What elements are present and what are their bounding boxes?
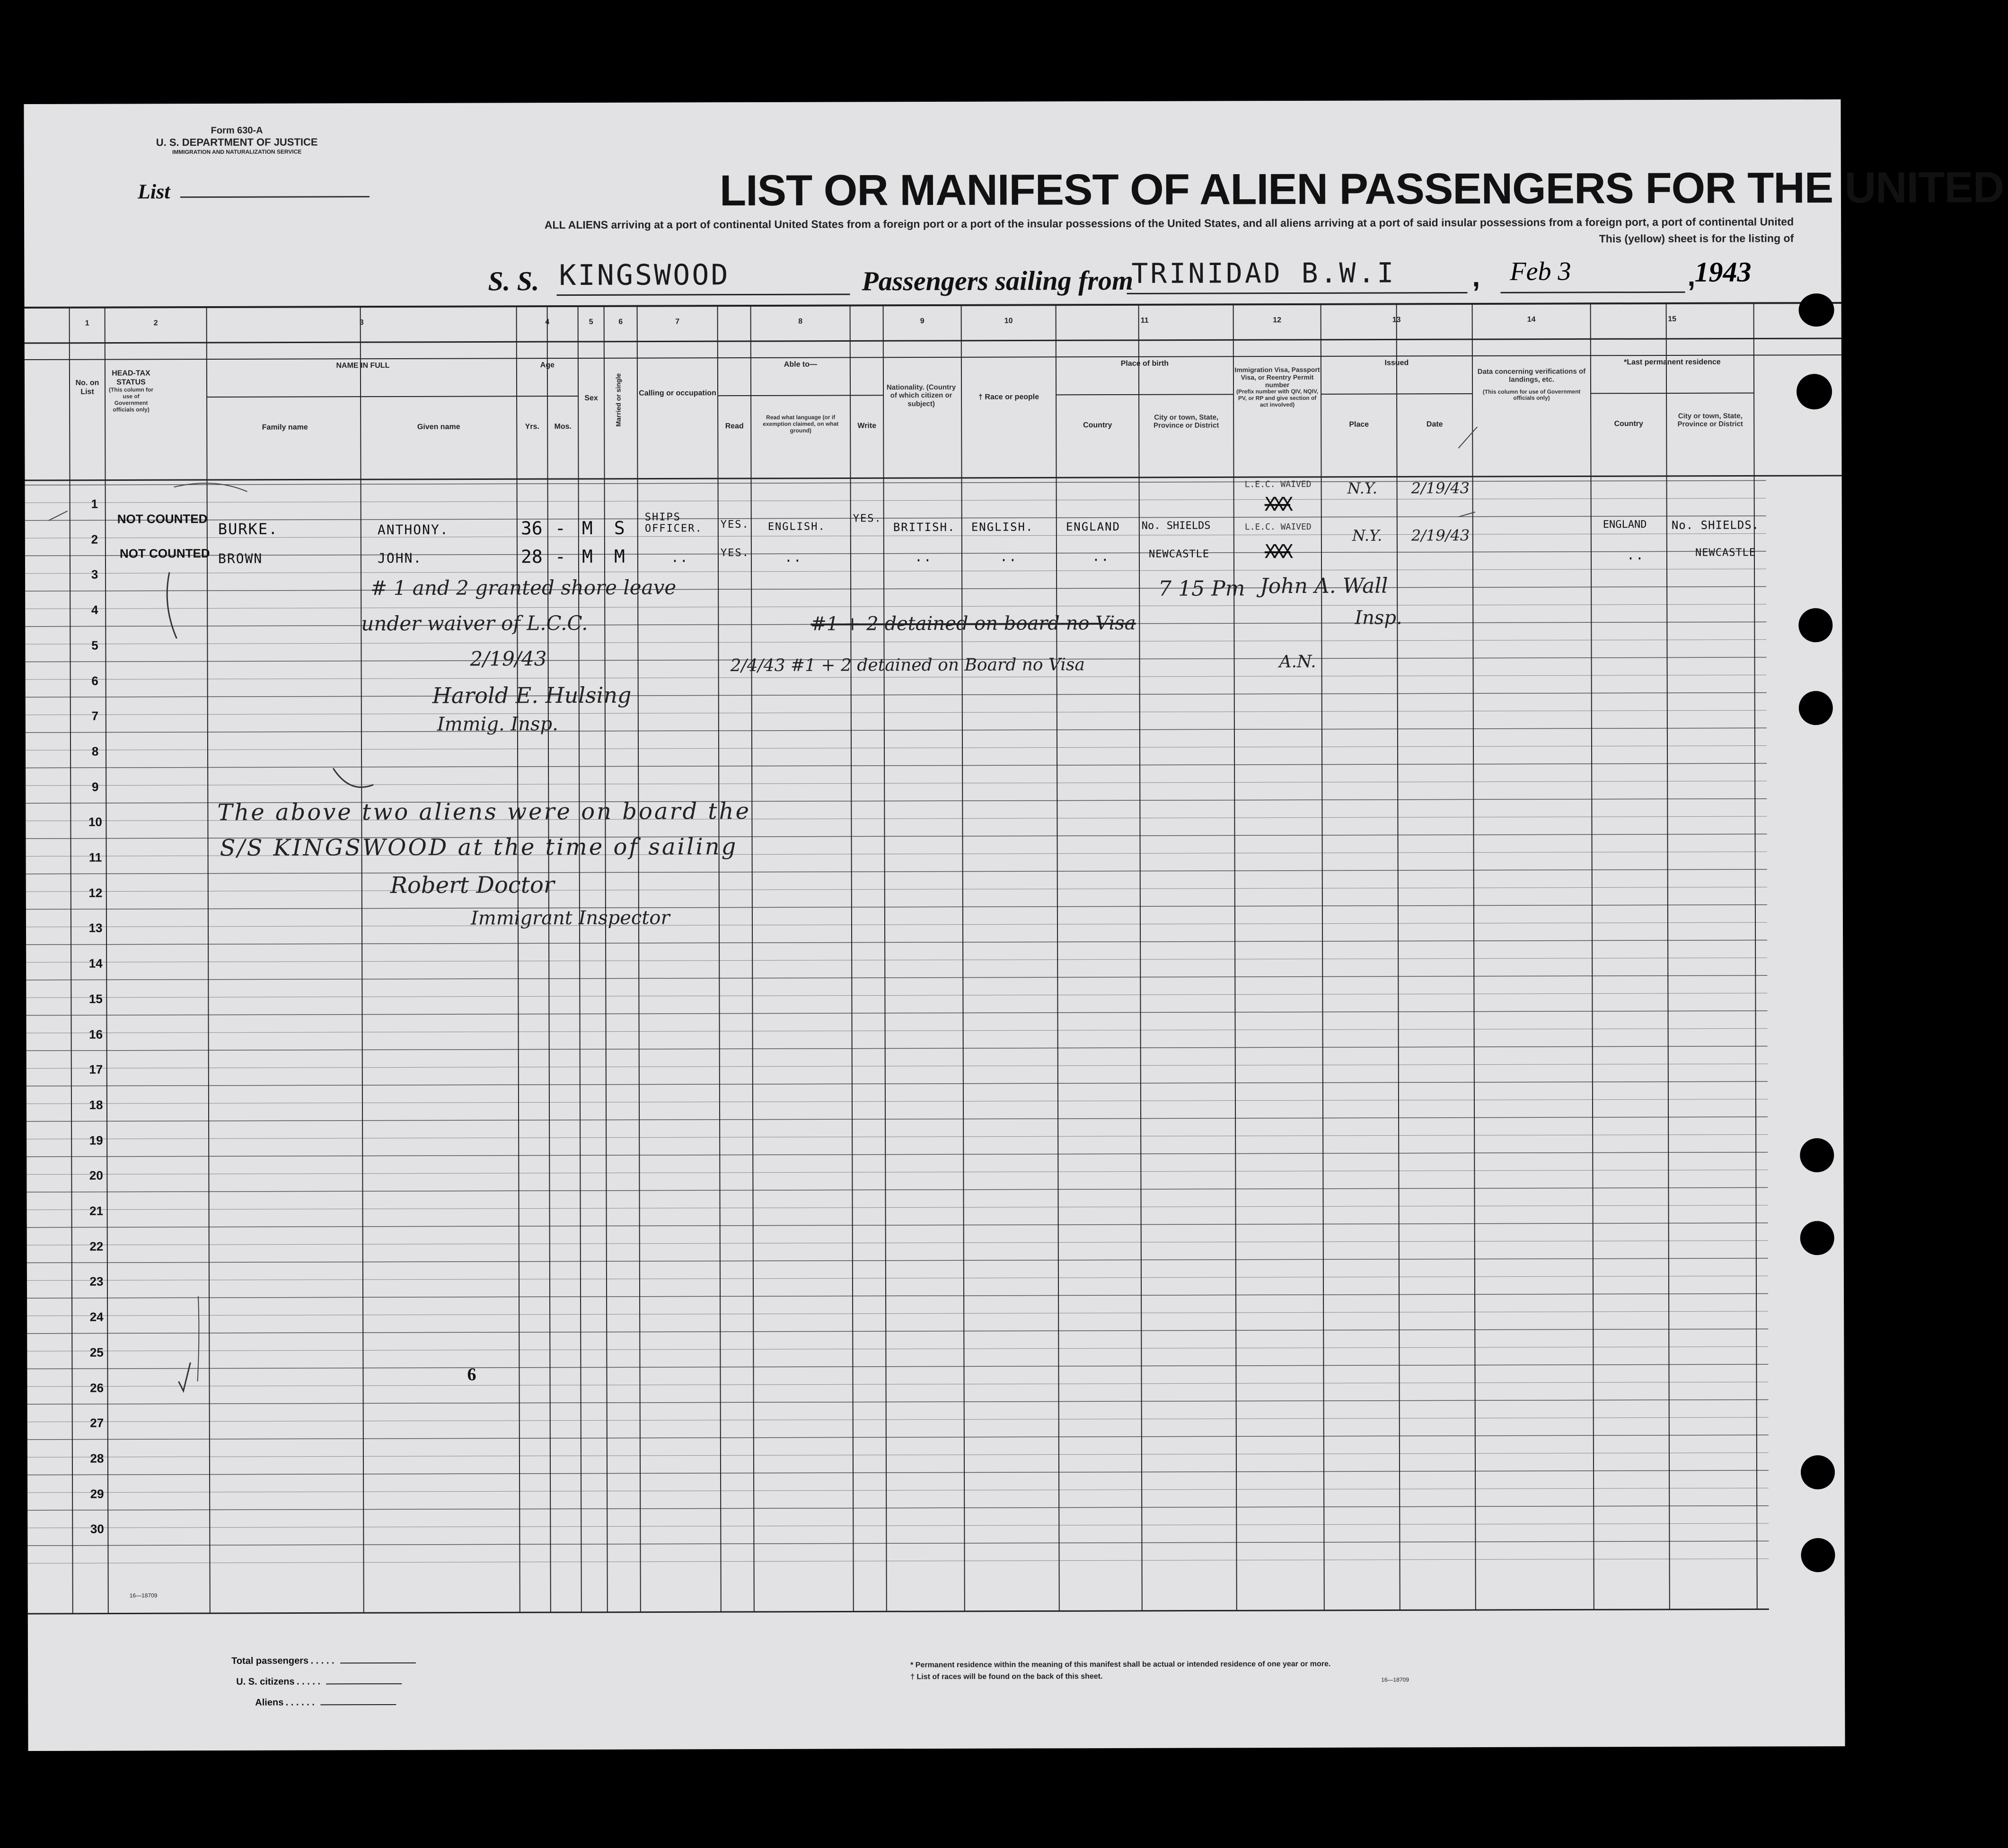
footnote-residence: * Permanent residence within the meaning of this manifest shall be actual or intended residence of one year or more. xyxy=(910,1660,1331,1670)
grid-line xyxy=(25,498,1766,503)
visa-struck-mark: XXX xyxy=(1264,541,1291,563)
aliens-row xyxy=(231,1697,416,1718)
onboard-note-line1: The above two aliens were on board the xyxy=(217,798,751,826)
row-number: 17 xyxy=(89,1062,103,1077)
row-number: 9 xyxy=(91,779,99,794)
grid-line xyxy=(1056,305,1059,1611)
col-married: Married or single xyxy=(614,373,622,427)
row-number: 7 xyxy=(91,708,99,723)
pen-stroke xyxy=(1458,427,1477,448)
grid-line xyxy=(27,1382,1769,1387)
us-citizens-line xyxy=(326,1683,402,1684)
col-age-yrs: Yrs. xyxy=(525,423,539,431)
col-last-residence: *Last permanent residence xyxy=(1624,358,1721,367)
race-cell: .. xyxy=(999,548,1018,565)
grid-line xyxy=(27,1276,1768,1281)
row-number: 2 xyxy=(91,532,98,547)
service-name: IMMIGRATION AND NATURALIZATION SERVICE xyxy=(172,148,302,156)
age-years-cell: 36 xyxy=(520,518,543,539)
column-number: 9 xyxy=(920,317,925,326)
row-number: 21 xyxy=(89,1203,104,1218)
grid-line xyxy=(26,993,1767,998)
grid-line xyxy=(25,551,1766,556)
grid-line xyxy=(27,1470,1769,1475)
grid-line xyxy=(27,1400,1769,1405)
grid-line xyxy=(26,693,1767,698)
punch-hole xyxy=(1800,1221,1834,1255)
grid-line xyxy=(26,1187,1768,1192)
read-cell: YES. xyxy=(720,519,749,531)
row-number: 16 xyxy=(89,1027,103,1042)
inspector-title-2: Insp. xyxy=(1355,607,1402,629)
row-number: 24 xyxy=(89,1309,104,1324)
grid-line xyxy=(25,604,1766,609)
column-number: 5 xyxy=(589,318,593,326)
nationality-cell: .. xyxy=(914,549,933,565)
column-number: 8 xyxy=(798,317,803,326)
inspector-signature-1: Harold E. Hulsing xyxy=(432,682,632,708)
res-city-cell: No. SHIELDS. xyxy=(1671,518,1760,532)
aliens-label: Aliens xyxy=(255,1697,284,1708)
grid-line xyxy=(26,922,1767,927)
column-number: 10 xyxy=(1004,317,1013,325)
birth-city-cell: NEWCASTLE xyxy=(1148,548,1210,560)
form-number: Form 630-A xyxy=(211,125,263,136)
grid-line xyxy=(361,307,364,1613)
row-number: 8 xyxy=(91,744,99,759)
married-cell: S xyxy=(614,517,625,539)
grid-line xyxy=(26,763,1767,768)
col-family-name: Family name xyxy=(262,423,308,432)
aliens-line xyxy=(320,1704,396,1705)
grid-line xyxy=(26,905,1767,910)
grid-line xyxy=(1591,303,1594,1609)
birth-country-cell: ENGLAND xyxy=(1066,520,1120,534)
row-number: 30 xyxy=(90,1521,104,1536)
punch-hole xyxy=(1797,374,1832,409)
grid-line xyxy=(25,476,1842,480)
col-nationality: Nationality. (Country of which citizen or subject) xyxy=(886,383,956,408)
grid-line xyxy=(70,308,73,1614)
language-cell: .. xyxy=(784,549,802,565)
list-label: List xyxy=(137,180,170,203)
col-given-name: Given name xyxy=(417,423,460,431)
grid-line xyxy=(718,306,721,1612)
sailing-from-label: Passengers sailing from xyxy=(862,265,1134,297)
married-cell: M xyxy=(614,546,625,567)
col-able-to: Able to— xyxy=(784,360,818,369)
onboard-note-line2: S/S KINGSWOOD at the time of sailing xyxy=(220,833,738,861)
grid-line xyxy=(27,1541,1769,1546)
row-number: 13 xyxy=(88,920,103,936)
grid-line xyxy=(883,305,887,1611)
grid-line xyxy=(578,306,581,1612)
row-number: 26 xyxy=(90,1380,104,1395)
age-months-cell: - xyxy=(555,546,566,567)
total-passengers-line xyxy=(340,1662,416,1663)
grid-line xyxy=(27,1506,1769,1511)
column-number: 13 xyxy=(1392,316,1401,324)
head-tax-title: HEAD-TAX STATUS xyxy=(112,369,150,387)
shore-leave-note-line2: under waiver of L.C.C. xyxy=(361,611,588,636)
given-name-cell: ANTHONY. xyxy=(377,522,449,538)
row-number: 27 xyxy=(90,1415,104,1430)
write-cell: YES. xyxy=(853,513,882,525)
ship-name: KINGSWOOD xyxy=(559,258,730,292)
inspector-title-1: Immig. Insp. xyxy=(437,713,558,735)
row-number: 11 xyxy=(88,850,102,865)
grid-line xyxy=(27,1240,1768,1245)
form-code-left: 16—18709 xyxy=(129,1592,158,1599)
visa-cell: L.E.C. WAIVED xyxy=(1244,479,1312,490)
col-age: Age xyxy=(540,361,555,370)
col-age-mos: Mos. xyxy=(554,423,572,431)
us-citizens-row xyxy=(231,1676,416,1698)
column-number: 12 xyxy=(1273,316,1282,325)
grid-line xyxy=(25,533,1766,538)
page-title: LIST OR MANIFEST OF ALIEN PASSENGERS FOR THE UNITED xyxy=(719,163,2004,215)
row-number: 1 xyxy=(91,496,98,511)
grid-line xyxy=(718,395,883,396)
grid-line xyxy=(26,675,1767,680)
col-read: Read xyxy=(725,422,744,431)
pen-stroke xyxy=(333,768,373,787)
grid-line xyxy=(27,1311,1768,1316)
issued-place-cell: N.Y. xyxy=(1352,526,1383,545)
head-tax-stamp: NOT COUNTED xyxy=(117,512,208,526)
row-number: 10 xyxy=(88,814,102,829)
total-passengers-row xyxy=(231,1655,416,1677)
row-number: 25 xyxy=(89,1345,104,1360)
grid-line xyxy=(25,569,1766,574)
birth-country-cell: .. xyxy=(1092,548,1110,565)
calling-cell: SHIPS OFFICER. xyxy=(644,511,703,535)
grid-line xyxy=(27,1523,1769,1528)
row-number: 5 xyxy=(91,638,98,653)
issued-date-cell: 2/19/43 xyxy=(1411,526,1470,545)
pen-check-mark xyxy=(178,1362,190,1391)
grid-line xyxy=(1472,304,1476,1610)
us-citizens-label: U. S. citizens xyxy=(236,1676,295,1687)
col-place-of-birth: Place of birth xyxy=(1120,359,1169,368)
grid-line xyxy=(25,480,1766,485)
grid-line xyxy=(1321,304,1324,1610)
punch-hole xyxy=(1798,608,1832,642)
shore-leave-note-line1: # 1 and 2 granted shore leave xyxy=(370,575,677,600)
time-note: 7 15 Pm xyxy=(1158,576,1245,601)
grid-line xyxy=(26,958,1767,963)
landing-title: Data concerning verifications of landings, etc. xyxy=(1477,367,1586,384)
grid-line xyxy=(27,1258,1768,1263)
grid-line xyxy=(207,307,210,1613)
row-number: 20 xyxy=(89,1168,103,1183)
grid-line xyxy=(25,303,1841,308)
col-race: † Race or people xyxy=(978,393,1039,401)
column-number: 3 xyxy=(359,318,364,327)
inspector-signature-3: Robert Doctor xyxy=(390,872,555,899)
grid-line xyxy=(1056,394,1233,395)
head-tax-note: (This column for use of Government officials only) xyxy=(109,386,154,413)
sex-cell: M xyxy=(581,546,593,567)
grid-line xyxy=(25,355,1841,360)
subtitle-line-2: This (yellow) sheet is for the listing of xyxy=(1599,232,1794,245)
page-count-mark: 6 xyxy=(467,1364,476,1385)
row-number: 15 xyxy=(88,991,103,1006)
grid-line xyxy=(27,1453,1769,1458)
col-issued-place: Place xyxy=(1349,420,1369,429)
detained-note-struck: #1 + 2 detained on board no Visa xyxy=(810,612,1136,635)
manifest-grid xyxy=(24,99,1845,1751)
row-number: 4 xyxy=(91,602,98,617)
grid-line xyxy=(27,1223,1768,1228)
res-city-cell: NEWCASTLE xyxy=(1695,547,1756,559)
landing-note: (This column for use of Government officials only) xyxy=(1482,388,1581,402)
grid-line xyxy=(25,640,1766,645)
col-write: Write xyxy=(857,422,877,430)
department-name: U. S. DEPARTMENT OF JUSTICE xyxy=(156,136,318,149)
col-name-in-full: NAME IN FULL xyxy=(336,362,390,370)
calling-cell: .. xyxy=(670,549,689,566)
col-birth-city: City or town, State, Province or District xyxy=(1154,413,1219,430)
dot-leader: . . . . . xyxy=(296,1676,321,1687)
visa-title: Immigration Visa, Passport Visa, or Reentry Permit number xyxy=(1234,365,1320,389)
col-res-country: Country xyxy=(1614,420,1643,428)
col-issued: Issued xyxy=(1384,359,1409,367)
grid-line xyxy=(1754,303,1757,1609)
total-passengers-label: Total passengers xyxy=(231,1655,309,1666)
ship-prefix-label: S. S. xyxy=(488,265,539,297)
grid-line xyxy=(26,1081,1768,1086)
read-cell: YES. xyxy=(720,547,749,559)
grid-line xyxy=(25,586,1766,591)
form-code-footer: 16—18709 xyxy=(1381,1676,1409,1683)
grid-line xyxy=(26,710,1767,715)
row-number: 29 xyxy=(90,1486,104,1501)
row-number: 23 xyxy=(89,1274,104,1289)
grid-line xyxy=(26,1170,1768,1175)
col-head-tax xyxy=(107,369,155,413)
row-number: 19 xyxy=(89,1133,103,1148)
grid-line xyxy=(27,1435,1769,1440)
grid-line xyxy=(26,975,1767,980)
grid-line xyxy=(26,746,1767,751)
subtitle-line-1: ALL ALIENS arriving at a port of continental United States from a foreign port or a port of the insular possessions of the United States, and all aliens arriving at a port of said insular possessions from a foreign port, a port of continental United xyxy=(544,215,1794,231)
grid-line xyxy=(961,305,965,1611)
grid-line xyxy=(26,1152,1768,1157)
grid-line xyxy=(26,1117,1768,1122)
grid-line xyxy=(27,1205,1768,1210)
punch-hole xyxy=(1799,293,1834,327)
grid-line xyxy=(28,1609,1769,1614)
grid-line xyxy=(604,306,608,1612)
totals-block xyxy=(231,1655,416,1718)
grid-line xyxy=(1666,303,1670,1609)
dot-leader: . . . . . . xyxy=(285,1697,315,1708)
shore-leave-note-date: 2/19/43 xyxy=(470,647,547,671)
language-cell: ENGLISH. xyxy=(767,521,826,533)
grid-line xyxy=(26,887,1767,892)
col-res-city: City or town, State, Province or District xyxy=(1677,412,1743,429)
grid-line xyxy=(26,1028,1768,1033)
nationality-cell: BRITISH. xyxy=(893,520,956,534)
race-cell: ENGLISH. xyxy=(971,520,1034,534)
grid-line xyxy=(27,1417,1769,1422)
head-tax-stamp: NOT COUNTED xyxy=(119,546,210,561)
row-number: 18 xyxy=(89,1097,103,1112)
grid-line xyxy=(27,1364,1768,1369)
grid-line xyxy=(26,1046,1768,1051)
col-birth-country: Country xyxy=(1083,421,1112,430)
grid-line xyxy=(547,306,551,1612)
column-number: 11 xyxy=(1140,316,1149,325)
grid-line xyxy=(26,781,1767,786)
grid-line xyxy=(1397,304,1400,1610)
punch-hole xyxy=(1801,1538,1835,1572)
row-number: 28 xyxy=(90,1451,104,1466)
issued-date-cell: 2/19/43 xyxy=(1411,479,1470,497)
col-issued-date: Date xyxy=(1426,420,1443,429)
col-read-language: Read what language (or if exemption claimed, on what ground) xyxy=(763,414,839,434)
grid-line xyxy=(27,1293,1768,1298)
grid-line xyxy=(26,869,1767,874)
row-number: 22 xyxy=(89,1239,104,1254)
col-visa xyxy=(1233,366,1321,408)
grid-line xyxy=(751,306,754,1612)
grid-line xyxy=(637,306,641,1612)
grid-line xyxy=(27,1329,1768,1334)
dot-leader: . . . . . xyxy=(310,1655,335,1666)
grid-line xyxy=(25,338,1841,343)
manifest-sheet xyxy=(24,99,2004,1751)
column-number: 2 xyxy=(153,319,158,327)
grid-line xyxy=(26,728,1767,733)
punch-hole xyxy=(1801,1455,1835,1489)
given-name-cell: JOHN. xyxy=(377,550,423,566)
inspector-title-3: Immigrant Inspector xyxy=(470,907,670,929)
sailing-year: 1943 xyxy=(1694,256,1752,288)
col-calling: Calling or occupation xyxy=(639,389,716,398)
sailing-date: Feb 3 xyxy=(1510,256,1571,286)
comma-separator: , xyxy=(1687,260,1696,292)
col-landing-data xyxy=(1475,367,1588,402)
family-name-cell: BROWN xyxy=(218,550,263,566)
grid-line xyxy=(28,1559,1769,1564)
row-number: 14 xyxy=(88,956,103,971)
grid-line xyxy=(517,306,520,1612)
comma-separator: , xyxy=(1472,260,1480,293)
grid-line xyxy=(27,1347,1768,1352)
col-no-on-list: No. on List xyxy=(75,379,99,396)
visa-cell: L.E.C. WAIVED xyxy=(1244,522,1312,532)
column-number: 6 xyxy=(618,318,623,326)
grid-line xyxy=(26,940,1767,945)
punch-hole xyxy=(1800,1138,1834,1172)
age-years-cell: 28 xyxy=(520,546,543,567)
grid-line xyxy=(27,1488,1769,1493)
grid-line xyxy=(207,396,578,397)
res-country-cell: ENGLAND xyxy=(1603,519,1647,531)
grid-line xyxy=(1233,304,1237,1610)
grid-line xyxy=(26,1134,1768,1139)
visa-struck-mark: XXX xyxy=(1264,494,1290,516)
inspector-initials: A.N. xyxy=(1279,652,1316,672)
grid-line xyxy=(26,1064,1768,1069)
detained-note-dated: 2/4/43 #1 + 2 detained on Board no Visa xyxy=(730,655,1085,676)
sailing-from-value: TRINIDAD B.W.I xyxy=(1131,256,1396,290)
issued-place-cell: N.Y. xyxy=(1347,479,1377,497)
footnote-races: † List of races will be found on the back of this sheet. xyxy=(910,1672,1103,1681)
pen-stroke xyxy=(167,572,176,638)
column-number: 7 xyxy=(675,318,680,326)
punch-hole xyxy=(1799,691,1833,725)
visa-note: (Prefix number with QIV, NQIV, PV, or RP and give section of act involved) xyxy=(1236,388,1319,408)
row-number: 12 xyxy=(88,885,103,900)
column-number: 1 xyxy=(85,319,89,327)
grid-line xyxy=(1139,305,1142,1611)
column-number: 14 xyxy=(1527,315,1536,324)
res-country-cell: .. xyxy=(1626,547,1645,563)
family-name-cell: BURKE. xyxy=(218,520,279,538)
birth-city-cell: No. SHIELDS xyxy=(1141,520,1211,532)
pen-stroke xyxy=(49,511,68,521)
inspector-signature-2: John A. Wall xyxy=(1260,574,1388,599)
column-number: 4 xyxy=(545,318,550,327)
column-number: 15 xyxy=(1668,315,1677,323)
row-number: 3 xyxy=(91,567,98,582)
grid-line xyxy=(850,305,854,1611)
age-months-cell: - xyxy=(555,518,566,539)
sex-cell: M xyxy=(581,517,593,539)
grid-line xyxy=(26,1099,1768,1104)
row-number: 6 xyxy=(91,673,98,688)
grid-line xyxy=(25,516,1766,521)
col-sex: Sex xyxy=(584,394,598,402)
grid-line xyxy=(26,1011,1767,1016)
